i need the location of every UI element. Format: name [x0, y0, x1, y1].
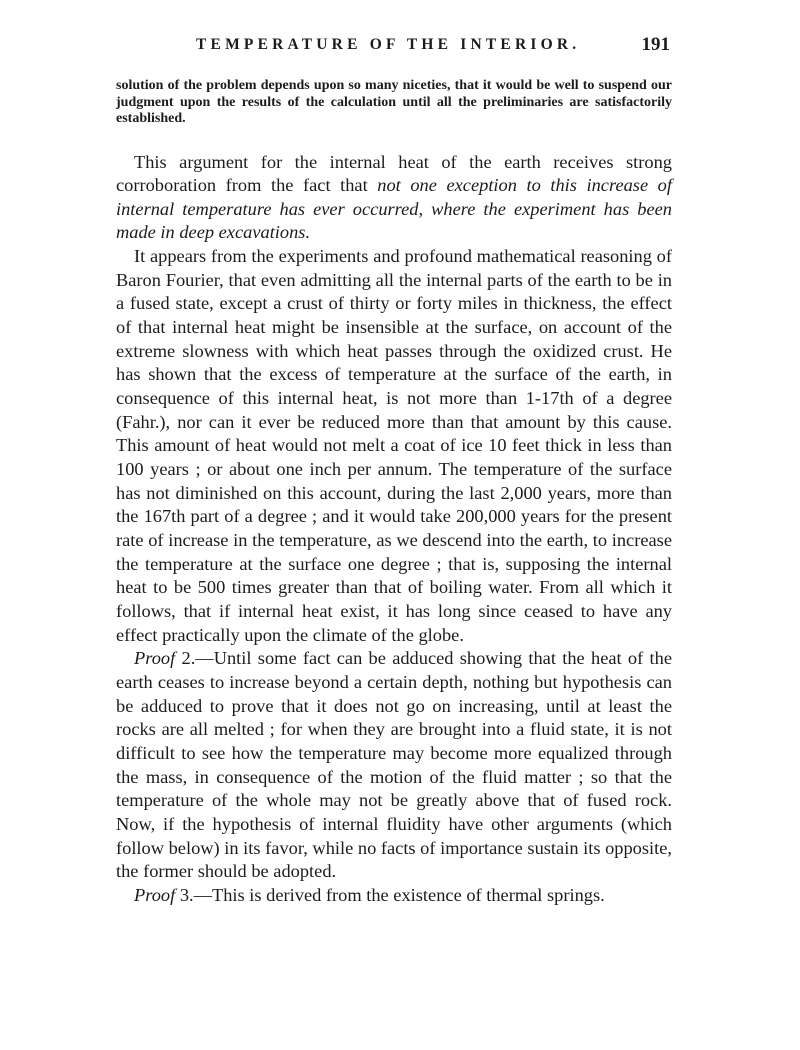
proof-label: Proof [134, 884, 176, 905]
continued-footnote: solution of the problem depends upon so many niceties, that it would be well to suspend our judgment upon the results of the calculation until all the preliminaries are satisfactorily established. [116, 78, 672, 126]
paragraph-proof-3 [116, 884, 672, 908]
paragraph-text: This argument for the internal heat of the earth receives strong corroboration from the fact that [116, 151, 672, 196]
paragraph-text: 2.—Until some fact can be adduced showing that the heat of the earth ceases to increase beyond a certain depth, nothing but hypothesis can be adduced to prove that it does not go on increasing, until at least the rocks are all melted ; for when they are brought into a fluid state, it is not difficult to see how the temperature may become more equalized through the mass, in consequence of the motion of the fluid matter ; so that the temperature of the whole may not be greatly above that of fused rock. Now, if the hypothesis of internal fluidity have other arguments (which follow below) in its favor, while no facts of importance sustain its opposite, the former should be adopted. [116, 648, 672, 882]
running-title: TEMPERATURE OF THE INTERIOR. [196, 36, 581, 53]
proof-label: Proof [134, 648, 176, 669]
book-page [116, 34, 672, 908]
running-header [116, 34, 672, 60]
emphasized-text: not one exception to this increase of internal temperature has ever occurred, where the experiment has been made in deep excavations. [116, 175, 672, 243]
paragraph-fourier: It appears from the experiments and profound mathematical reasoning of Baron Fourier, that even admitting all the internal parts of the earth to be in a fused state, except a crust of thirty or forty miles in thickness, the effect of that internal heat might be insensible at the surface, on account of the extreme slowness with which heat passes through the oxidized crust. He has shown that the excess of temperature at the surface of the earth, in consequence of this internal heat, is not more than 1-17th of a degree (Fahr.), nor can it ever be reduced more than that amount by this cause. This amount of heat would not melt a coat of ice 10 feet thick in less than 100 years ; or about one inch per annum. The temperature of the surface has not diminished on this account, during the last 2,000 years, more than the 167th part of a degree ; and it would take 200,000 years for the present rate of increase in the temperature, as we descend into the earth, to increase the temperature at the surface one degree ; that is, supposing the internal heat to be 500 times greater than that of boiling water. From all which it follows, that if internal heat exist, it has long since ceased to have any effect practically upon the climate of the globe. [116, 246, 672, 645]
paragraph-internal-heat-argument [116, 151, 672, 246]
paragraph-proof-2 [116, 647, 672, 884]
page-number: 191 [641, 34, 670, 55]
paragraph-text: 3.—This is derived from the existence of thermal springs. [175, 884, 605, 905]
body-text [116, 151, 672, 908]
